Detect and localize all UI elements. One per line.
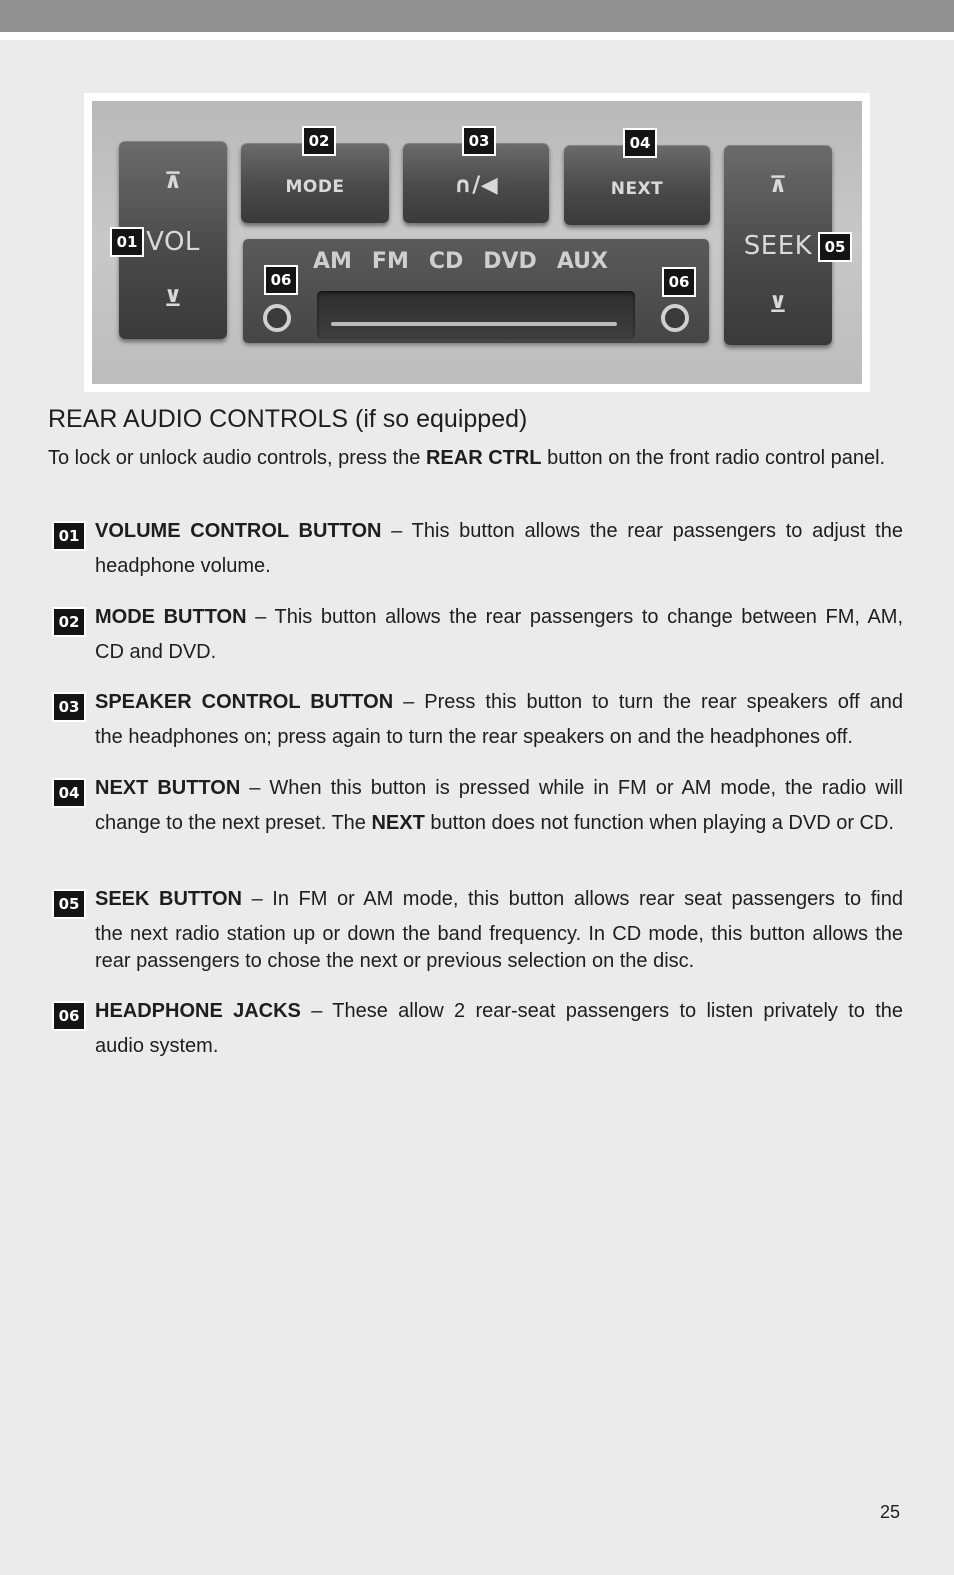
item-body: headphone volume. — [95, 555, 271, 577]
source-cd: CD — [428, 249, 464, 274]
item-description — [95, 775, 903, 837]
intro-text-post: button on the front radio control panel. — [541, 447, 886, 469]
source-labels — [313, 249, 628, 274]
next-button-label: NEXT — [610, 179, 664, 199]
header-rule — [0, 32, 954, 40]
item-body-next: NEXT — [371, 812, 425, 834]
item-lead: – This button allows the rear passengers to change between FM, AM, — [246, 606, 903, 628]
item-title: NEXT BUTTON — [95, 777, 241, 799]
page-number: 25 — [880, 1502, 901, 1522]
source-fm: FM — [371, 249, 409, 274]
source-am: AM — [313, 249, 352, 274]
item-description — [95, 604, 903, 666]
callout-03: 03 — [462, 126, 496, 156]
source-panel — [243, 239, 709, 343]
item-first-line — [95, 998, 903, 1025]
item-lead: – When this button is pressed while in FM or AM mode, the radio will — [240, 777, 903, 799]
section-title-main: REAR AUDIO CONTROLS — [48, 405, 349, 433]
item-first-line — [95, 604, 903, 631]
item-number-badge: 02 — [52, 607, 86, 637]
item-description — [95, 998, 903, 1060]
item-lead: – In FM or AM mode, this button allows rear seat passengers to find — [242, 888, 903, 910]
item-number-badge: 01 — [52, 521, 86, 551]
callout-04: 04 — [623, 128, 657, 158]
item-title: HEADPHONE JACKS — [95, 1000, 301, 1022]
vol-down-icon: ⊻ — [164, 287, 182, 312]
item-lead: – These allow 2 rear-seat passengers to listen privately to the — [300, 1000, 903, 1022]
item-number-badge: 04 — [52, 778, 86, 808]
item-body: the headphones on; press again to turn the rear speakers on and the headphones off. — [95, 726, 853, 748]
item-lead: – Press this button to turn the rear speakers off and — [393, 691, 903, 713]
intro-rear-ctrl: REAR CTRL — [425, 447, 542, 469]
item-body-pre: change to the next preset. The — [95, 812, 372, 834]
callout-02: 02 — [302, 126, 336, 156]
disc-slot — [317, 291, 635, 339]
item-number-badge: 03 — [52, 692, 86, 722]
item-title: SPEAKER CONTROL BUTTON — [95, 691, 394, 713]
headphone-jack-right — [661, 304, 689, 332]
source-aux: AUX — [556, 249, 609, 274]
intro-text-pre: To lock or unlock audio controls, press the — [48, 447, 426, 469]
disc-slot-opening — [331, 322, 617, 326]
item-title: SEEK BUTTON — [95, 888, 242, 910]
item-lead: – This button allows the rear passengers to adjust the — [381, 520, 903, 542]
seek-up-icon: ⊼ — [769, 173, 787, 198]
section-title-suffix: (if so equipped) — [348, 405, 528, 433]
headphone-speaker-icon: ∩/◀ — [453, 173, 499, 198]
item-title: VOLUME CONTROL BUTTON — [95, 520, 382, 542]
intro-paragraph — [48, 445, 903, 471]
item-number-badge: 06 — [52, 1001, 86, 1031]
section-title — [48, 405, 527, 434]
item-first-line — [95, 518, 903, 545]
callout-06-right: 06 — [662, 267, 696, 297]
vol-up-icon: ⊼ — [164, 169, 182, 194]
item-number-badge: 05 — [52, 889, 86, 919]
callout-01: 01 — [110, 227, 144, 257]
vol-button-label: VOL — [146, 227, 200, 257]
item-description — [95, 689, 903, 751]
item-description — [95, 518, 903, 580]
control-panel-photo — [84, 93, 870, 392]
item-body: the next radio station up or down the band frequency. In CD mode, this button allows the rear passengers to chose the next or previous selection on the disc. — [95, 923, 903, 972]
item-first-line — [95, 689, 903, 716]
item-title: MODE BUTTON — [95, 606, 247, 628]
seek-button-label: SEEK — [743, 231, 813, 261]
source-dvd: DVD — [483, 249, 537, 274]
item-body: CD and DVD. — [95, 641, 217, 663]
item-description — [95, 886, 903, 975]
header-bar — [0, 0, 954, 32]
seek-down-icon: ⊻ — [769, 293, 787, 318]
item-body: audio system. — [95, 1035, 219, 1057]
mode-button-label: MODE — [285, 177, 345, 197]
callout-05: 05 — [818, 232, 852, 262]
headphone-jack-left — [263, 304, 291, 332]
item-first-line — [95, 775, 903, 802]
callout-06-left: 06 — [264, 265, 298, 295]
item-body-post: button does not function when playing a DVD or CD. — [424, 812, 894, 834]
item-first-line — [95, 886, 903, 913]
seek-button — [724, 145, 832, 345]
